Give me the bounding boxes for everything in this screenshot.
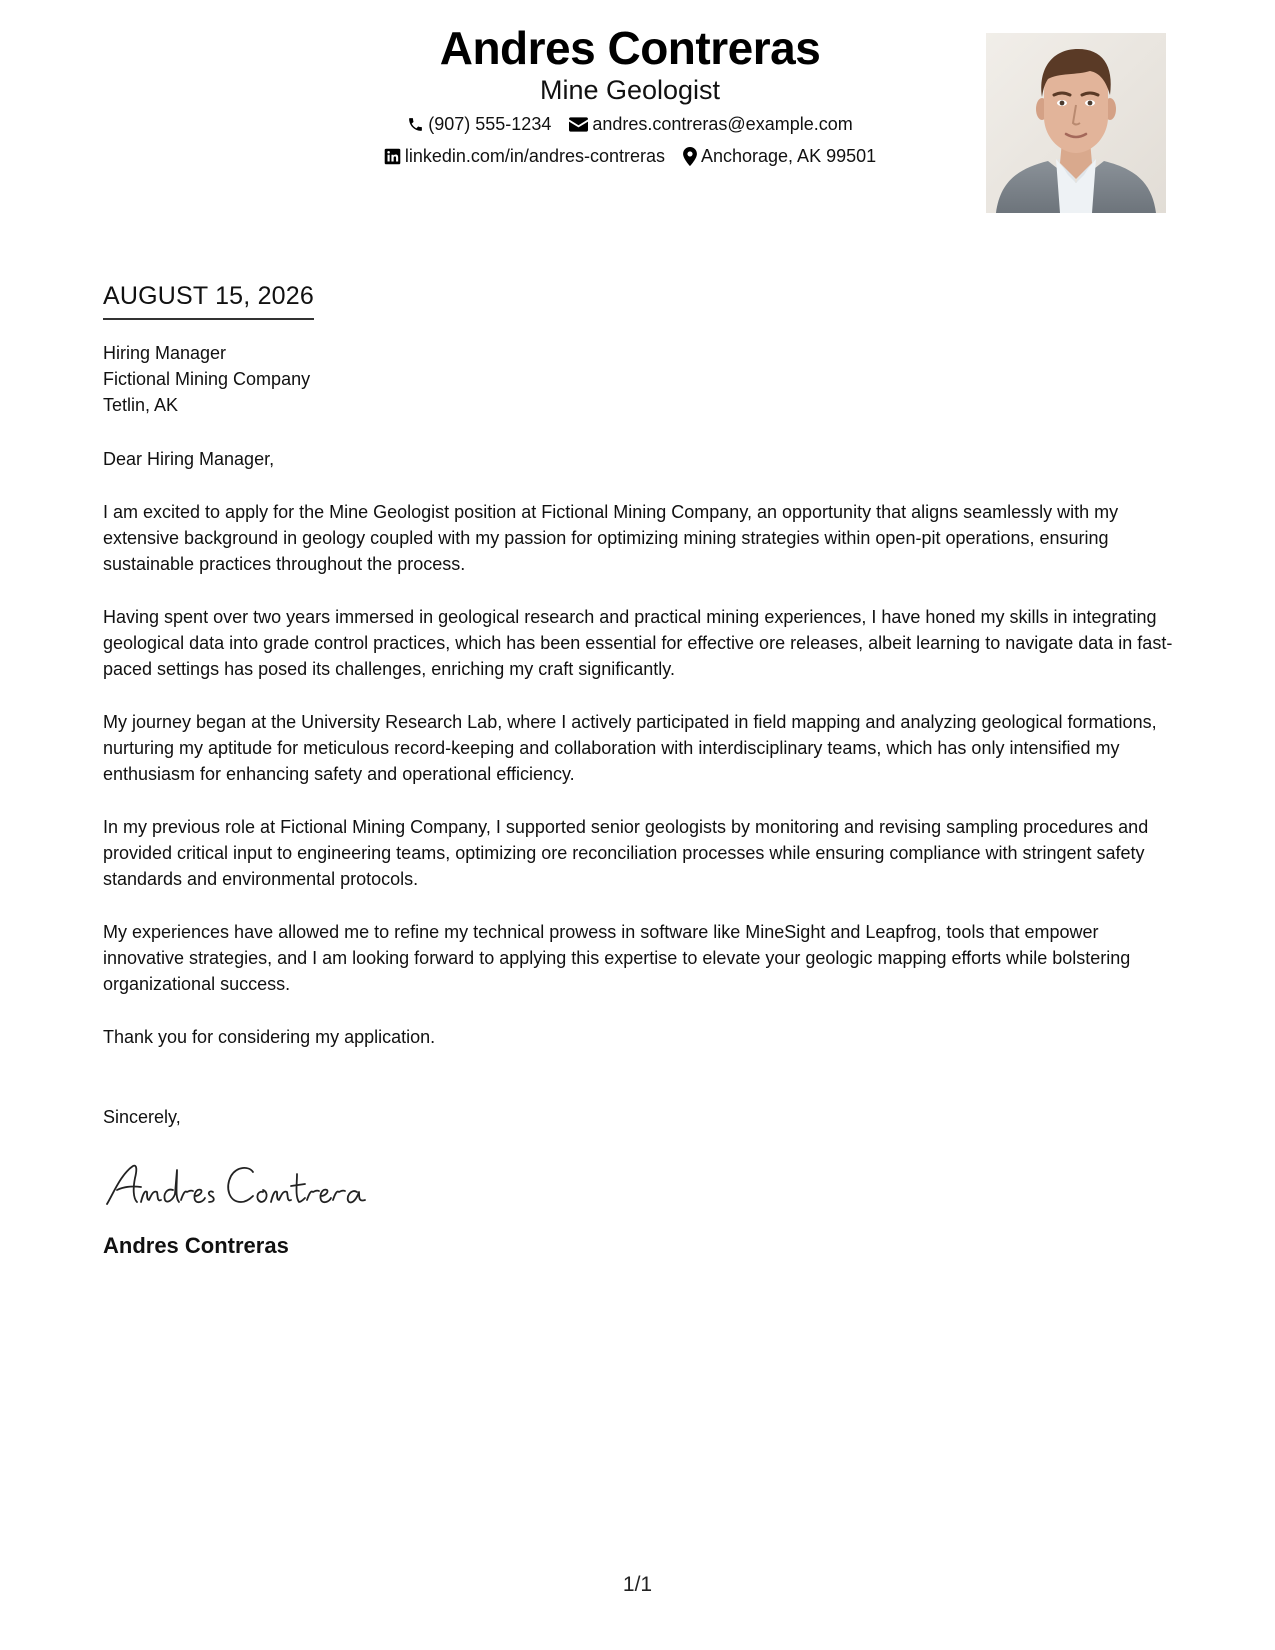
paragraph-thanks: Thank you for considering my application. xyxy=(103,1027,436,1047)
handwritten-signature xyxy=(103,1160,1178,1210)
applicant-title: Mine Geologist xyxy=(539,75,721,105)
letter-body xyxy=(103,280,1178,1260)
contact-row-secondary xyxy=(200,144,1060,168)
recipient-name: Hiring Manager xyxy=(103,343,227,363)
letter-date: AUGUST 15, 2026 xyxy=(103,280,314,320)
contact-row-primary xyxy=(200,112,1060,136)
map-pin-icon xyxy=(683,147,697,166)
letter-header xyxy=(200,22,1060,168)
applicant-photo xyxy=(986,33,1166,213)
paragraph-skills: My experiences have allowed me to refine my technical prowess in software like MineSight and Leapfrog, tools that empower innovative strategies, and I am looking forward to applying this expertise to elevate your geologic mapping efforts while bolstering organizational success. xyxy=(103,922,1131,994)
phone-icon xyxy=(407,116,424,133)
linkedin-url: linkedin.com/in/andres-contreras xyxy=(404,146,665,166)
closing: Sincerely, xyxy=(103,1107,181,1127)
envelope-icon xyxy=(569,117,588,132)
contact-location xyxy=(683,144,876,168)
recipient-company: Fictional Mining Company xyxy=(103,369,311,389)
email-address: andres.contreras@example.com xyxy=(592,114,853,134)
applicant-name: Andres Contreras xyxy=(439,22,821,74)
contact-phone xyxy=(407,112,551,136)
page-number: 1/1 xyxy=(622,1573,653,1596)
recipient-block xyxy=(103,340,1178,418)
paragraph-intro: I am excited to apply for the Mine Geologist position at Fictional Mining Company, an opportunity that aligns seamlessly with my extensive background in geology coupled with my passion for optimizing mining strategies within open-pit operations, ensuring sustainable practices throughout the process. xyxy=(103,502,1119,574)
signed-name: Andres Contreras xyxy=(103,1233,289,1258)
contact-linkedin xyxy=(384,144,665,168)
paragraph-previous-role: In my previous role at Fictional Mining Company, I supported senior geologists by monitoring and revising sampling procedures and provided critical input to engineering teams, optimizing ore reconciliation processes while ensuring compliance with stringent safety standards and environmental protocols. xyxy=(103,817,1149,889)
recipient-location: Tetlin, AK xyxy=(103,395,179,415)
salutation: Dear Hiring Manager, xyxy=(103,449,275,469)
paragraph-education: My journey began at the University Research Lab, where I actively participated in field mapping and analyzing geological formations, nurturing my aptitude for meticulous record-keeping and collaboration with interdisciplinary teams, which has only intensified my enthusiasm for enhancing safety and operational efficiency. xyxy=(103,712,1157,784)
linkedin-icon xyxy=(384,148,401,165)
contact-email xyxy=(569,112,852,136)
paragraph-experience: Having spent over two years immersed in geological research and practical mining experiences, I have honed my skills in integrating geological data into grade control practices, which has been essential for effective ore releases, albeit learning to navigate data in fast-paced settings has posed its challenges, enriching my craft significantly. xyxy=(103,607,1173,679)
phone-number: (907) 555-1234 xyxy=(428,114,552,134)
location-text: Anchorage, AK 99501 xyxy=(700,146,877,166)
